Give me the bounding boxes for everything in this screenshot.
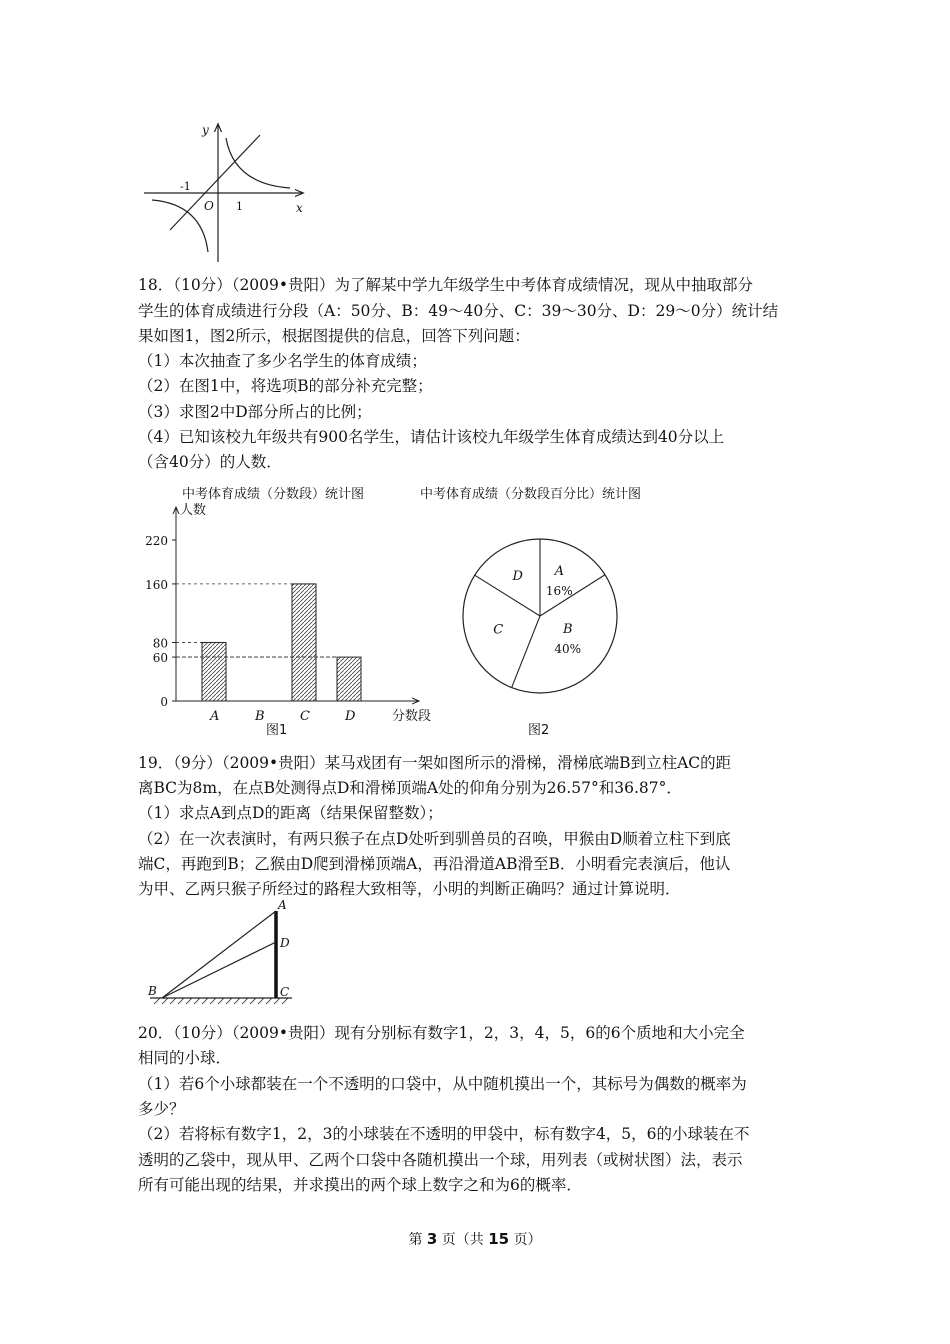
bar-chart-caption: 图1	[266, 723, 288, 738]
q18-line: （含40分）的人数．	[138, 453, 282, 471]
q18-line: 果如图1，图2所示，根据图提供的信息，回答下列问题：	[138, 327, 530, 345]
slide-figure	[140, 895, 310, 1010]
pie-slice-label-A: A	[554, 563, 564, 579]
y-axis-label: y	[202, 123, 209, 137]
y-tick-label: 80	[152, 636, 168, 651]
q19-line: 端C，再跑到B；乙猴由D爬到滑梯顶端A，再沿滑道AB滑至B．小明看完表演后，他认	[138, 855, 731, 873]
x-axis-title: 分数段	[392, 709, 432, 724]
pie-chart-title: 中考体育成绩（分数段百分比）统计图	[420, 487, 642, 502]
hyperbola-branch-right	[226, 138, 290, 188]
point-c-label: C	[280, 985, 290, 999]
bar-C	[292, 584, 316, 701]
pie-chart-caption: 图2	[528, 723, 550, 738]
x-tick-label: A	[210, 709, 220, 724]
bar-A	[202, 642, 226, 701]
y-axis-title: 人数	[180, 503, 207, 518]
q19-line: 离BC为8m，在点B处测得点D和滑梯顶端A处的仰角分别为26.57°和36.87°．	[138, 779, 682, 797]
point-a-label: A	[278, 898, 287, 912]
bar-chart	[140, 478, 450, 740]
q18-line: 学生的体育成绩进行分段（A：50分、B：49～40分、C：39～30分、D：29～0分）统计结	[138, 302, 779, 320]
q20-line: （2）若将标有数字1，2，3的小球装在不透明的甲袋中，标有数字4，5，6的小球装在不	[138, 1125, 750, 1143]
tick-label-neg1: -1	[180, 180, 191, 193]
pie-chart	[410, 478, 700, 740]
hyperbola-branch-left	[152, 200, 208, 252]
footer-page-number: 3	[426, 1230, 438, 1248]
q18-line: 18．（10分）（2009•贵阳）为了解某中学九年级学生中考体育成绩情况，现从中抽取部分	[138, 276, 754, 294]
pie-slice-label-D: D	[512, 568, 523, 584]
point-b-label: B	[148, 984, 157, 998]
q19-line: 19．（9分）（2009•贵阳）某马戏团有一架如图所示的滑梯，滑梯底端B到立柱AC的距	[138, 754, 732, 772]
footer-post: 页）	[513, 1232, 542, 1248]
x-tick-label: B	[255, 709, 265, 724]
q18-line: （3）求图2中D部分所占的比例；	[138, 403, 372, 421]
slide-ab	[162, 911, 276, 998]
point-d-label: D	[280, 936, 290, 950]
q18-line: （2）在图1中，将选项B的部分补充完整；	[138, 377, 433, 395]
bar-chart-title: 中考体育成绩（分数段）统计图	[182, 487, 365, 502]
bar-D	[337, 657, 361, 701]
q19-line: （1）求点A到点D的距离（结果保留整数）；	[138, 804, 443, 822]
x-tick-label: C	[300, 709, 310, 724]
pie-slice-value-A: 16%	[545, 583, 573, 598]
q18-line: （1）本次抽查了多少名学生的体育成绩；	[138, 352, 427, 370]
y-tick-label: 220	[145, 534, 168, 548]
q20-line: 相同的小球．	[138, 1049, 232, 1067]
pie-slice-label-B: B	[562, 621, 573, 637]
q20-line: 多少？	[138, 1100, 185, 1118]
q19-line: （2）在一次表演时，有两只猴子在点D处听到驯兽员的召唤，甲猴由D顺着立柱下到底	[138, 830, 731, 848]
q18-line: （4）已知该校九年级共有900名学生，请估计该校九年级学生体育成绩达到40分以上	[138, 428, 725, 446]
footer-mid: 页（共	[441, 1232, 484, 1248]
pie-slice-label-C: C	[493, 622, 504, 638]
x-tick-label: D	[345, 709, 356, 724]
y-tick-label: 0	[160, 695, 168, 709]
q20-line: 所有可能出现的结果，并求摸出的两个球上数字之和为6的概率．	[138, 1176, 582, 1194]
origin-label: O	[204, 199, 214, 213]
x-axis-label: x	[296, 201, 303, 215]
footer-pre: 第	[408, 1232, 423, 1248]
footer-total-pages: 15	[488, 1230, 510, 1248]
function-graph	[140, 120, 310, 270]
ground-hatch	[154, 998, 288, 1004]
y-tick-label: 60	[152, 651, 168, 666]
pie-slice-value-B: 40%	[554, 641, 582, 656]
q19-line: 为甲、乙两只猴子所经过的路程大致相等，小明的判断正确吗？通过计算说明．	[138, 880, 681, 898]
q20-line: 20．（10分）（2009•贵阳）现有分别标有数字1，2，3，4，5，6的6个质地和大小完全	[138, 1024, 745, 1042]
q20-line: 透明的乙袋中，现从甲、乙两个口袋中各随机摸出一个球，用列表（或树状图）法，表示	[138, 1151, 743, 1169]
q20-line: （1）若6个小球都装在一个不透明的口袋中，从中随机摸出一个，其标号为偶数的概率为	[138, 1075, 747, 1093]
tick-label-1: 1	[236, 200, 243, 213]
page-footer	[0, 1229, 950, 1249]
y-tick-label: 160	[145, 577, 168, 592]
sight-line-bd	[162, 942, 276, 998]
